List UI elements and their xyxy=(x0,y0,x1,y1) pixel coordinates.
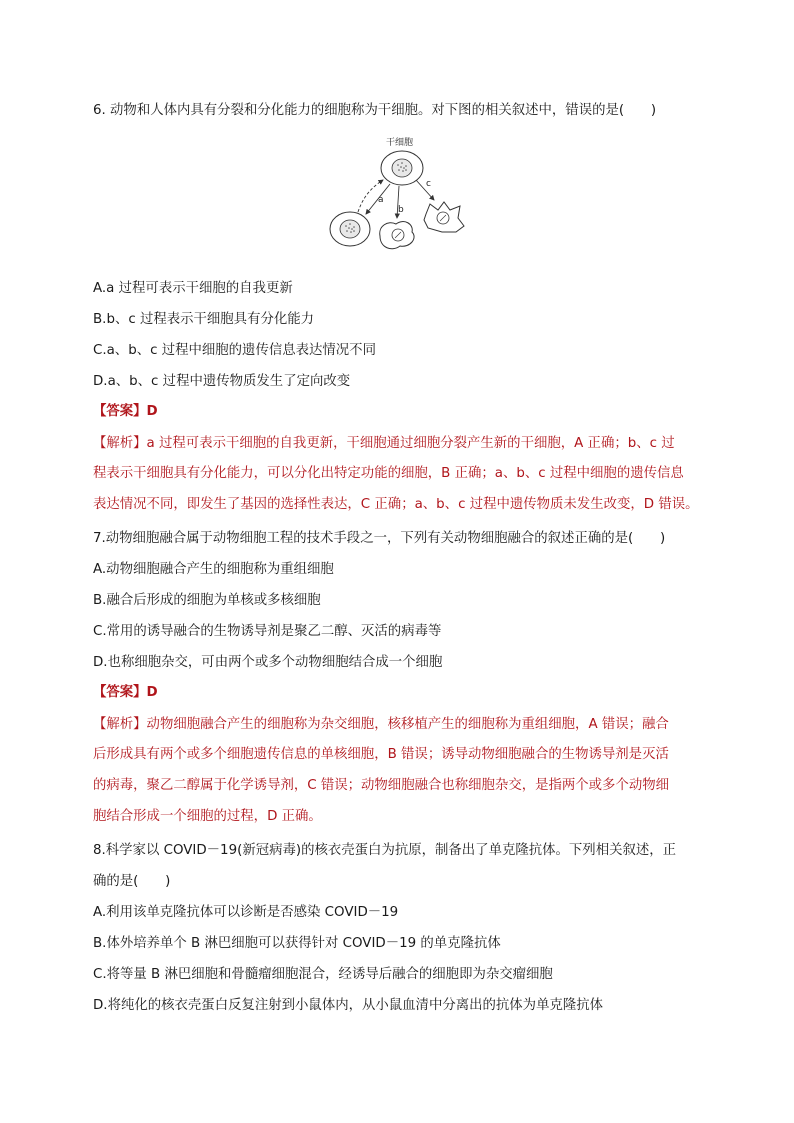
q8-stem-line-2: 确的是( ) xyxy=(93,874,171,889)
q7-analysis-line-3: 的病毒，聚乙二醇属于化学诱导剂，C 错误；动物细胞融合也称细胞杂交，是指两个或多个动物细 xyxy=(93,778,670,793)
stem-cell-icon xyxy=(381,151,423,185)
q6-analysis-line-2: 程表示干细胞具有分化能力，可以分化出特定功能的细胞，B 正确；a、b、c 过程中细胞的遗传信息 xyxy=(93,466,684,481)
stem-cell-diagram xyxy=(318,128,478,263)
q7-option-d: D.也称细胞杂交，可由两个或多个动物细胞结合成一个细胞 xyxy=(93,655,443,670)
q7-option-a: A.动物细胞融合产生的细胞称为重组细胞 xyxy=(93,562,334,577)
arrow-a-label: a xyxy=(378,195,384,205)
q6-analysis-line-1: 【解析】a 过程可表示干细胞的自我更新，干细胞通过细胞分裂产生新的干细胞，A 正确；b、c 过 xyxy=(93,436,675,451)
q6-option-b: B.b、c 过程表示干细胞具有分化能力 xyxy=(93,312,315,327)
q7-stem: 7.动物细胞融合属于动物细胞工程的技术手段之一，下列有关动物细胞融合的叙述正确的是( ) xyxy=(93,531,666,546)
q7-analysis-line-4: 胞结合形成一个细胞的过程，D 正确。 xyxy=(93,809,322,824)
q6-analysis-line-3: 表达情况不同，即发生了基因的选择性表达，C 正确；a、b、c 过程中遗传物质未发生改变，D 错误。 xyxy=(93,497,699,512)
q7-option-b: B.融合后形成的细胞为单核或多核细胞 xyxy=(93,593,321,608)
q8-option-a: A.利用该单克隆抗体可以诊断是否感染 COVID－19 xyxy=(93,905,399,920)
q8-stem-line-1: 8.科学家以 COVID－19(新冠病毒)的核衣壳蛋白为抗原，制备出了单克隆抗体。下列相关叙述，正 xyxy=(93,843,677,858)
q6-stem: 6. 动物和人体内具有分裂和分化能力的细胞称为干细胞。对下图的相关叙述中，错误的是( ) xyxy=(93,103,657,118)
q8-option-b: B.体外培养单个 B 淋巴细胞可以获得针对 COVID－19 的单克隆抗体 xyxy=(93,936,501,951)
q7-option-c: C.常用的诱导融合的生物诱导剂是聚乙二醇、灭活的病毒等 xyxy=(93,624,442,639)
q6-option-a: A.a 过程可表示干细胞的自我更新 xyxy=(93,281,293,296)
q8-option-d: D.将纯化的核衣壳蛋白反复注射到小鼠体内，从小鼠血清中分离出的抗体为单克隆抗体 xyxy=(93,998,604,1013)
differentiated-cell-c-icon xyxy=(424,202,464,232)
stem-cell-label: 干细胞 xyxy=(386,138,414,148)
q7-analysis-line-2: 后形成具有两个或多个细胞遗传信息的单核细胞，B 错误；诱导动物细胞融合的生物诱导剂是灭活 xyxy=(93,747,669,762)
q8-option-c: C.将等量 B 淋巴细胞和骨髓瘤细胞混合，经诱导后融合的细胞即为杂交瘤细胞 xyxy=(93,967,553,982)
arrow-c-label: c xyxy=(426,179,431,189)
q6-option-c: C.a、b、c 过程中细胞的遗传信息表达情况不同 xyxy=(93,343,376,358)
q6-option-d: D.a、b、c 过程中遗传物质发生了定向改变 xyxy=(93,374,351,389)
new-stem-cell-icon xyxy=(330,212,370,246)
q6-answer: 【答案】D xyxy=(93,404,158,419)
arrow-c xyxy=(416,180,434,200)
differentiated-cell-b-icon xyxy=(380,222,414,249)
q7-analysis-line-1: 【解析】动物细胞融合产生的细胞称为杂交细胞，核移植产生的细胞称为重组细胞，A 错误；融合 xyxy=(93,717,669,732)
arrow-b-label: b xyxy=(398,205,404,215)
q7-answer: 【答案】D xyxy=(93,685,158,700)
